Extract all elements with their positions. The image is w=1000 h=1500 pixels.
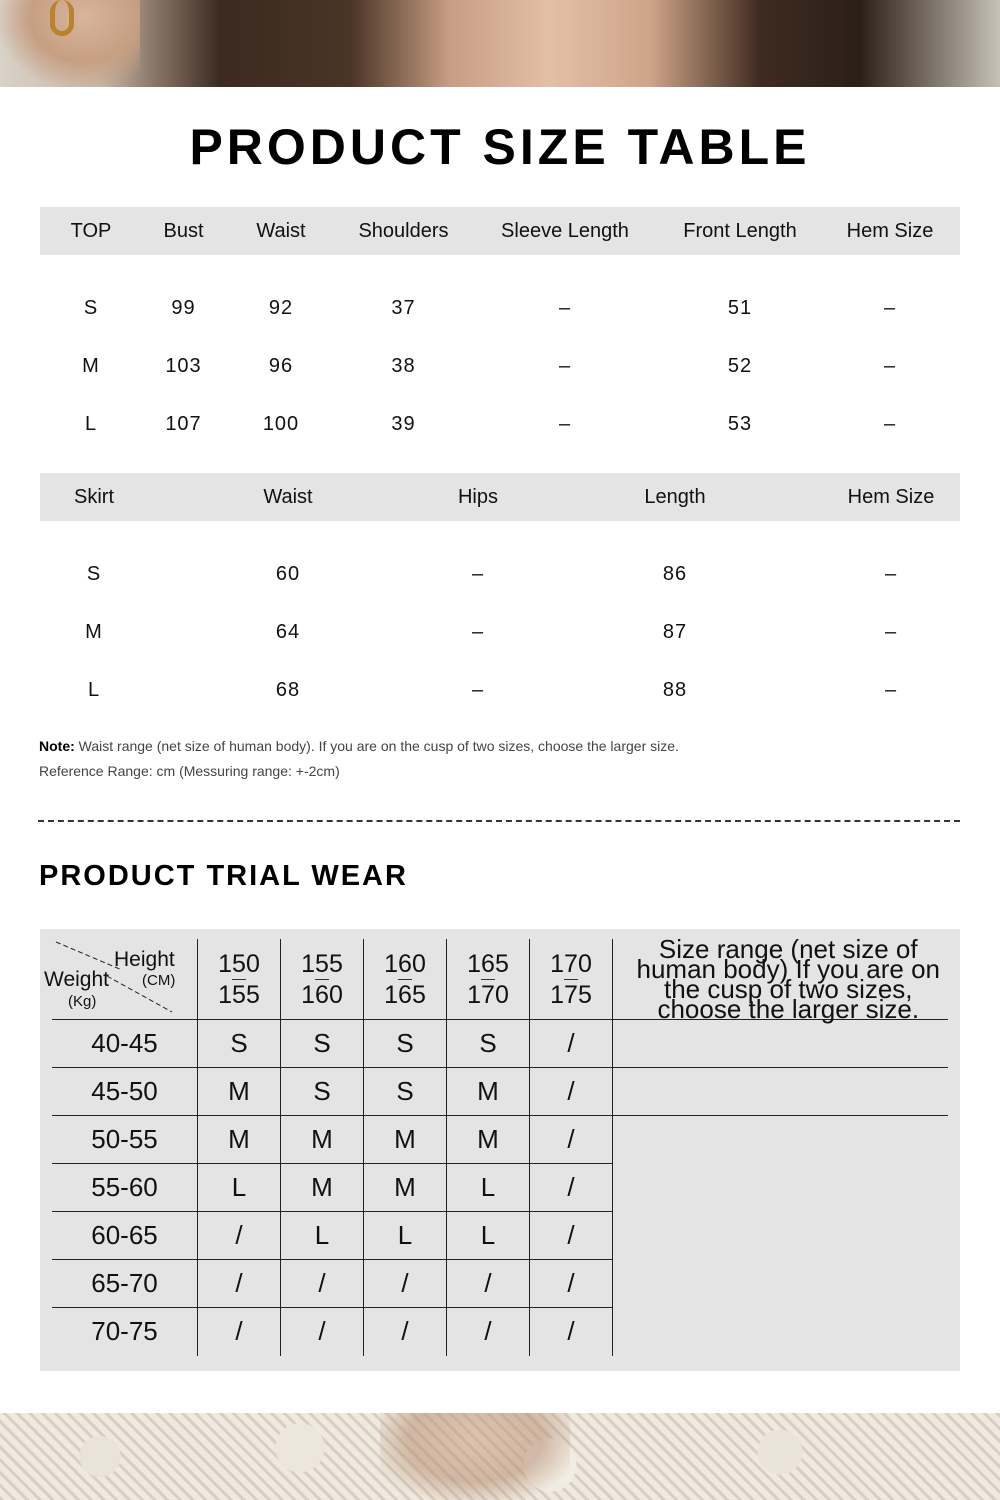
table-cell: – [558,412,572,435]
size-cell: / [530,1308,613,1356]
size-cell: / [281,1260,364,1308]
trial-wear-title: PRODUCT TRIAL WEAR [39,860,408,892]
table-cell: 103 [165,354,202,377]
note-text: Waist range (net size of human body). If you are on the cusp of two sizes, choose the larger size. [74,738,679,754]
top-header-waist: Waist [225,207,337,255]
weight-range: 55-60 [52,1164,198,1212]
skirt-header-hips: Hips [428,473,528,521]
weight-range: 70-75 [52,1308,198,1356]
reference-range-note: Reference Range: cm (Messuring range: +-2cm) [39,763,340,779]
table-cell: 87 [662,620,688,643]
ring-photo-detail [50,0,74,36]
table-cell: – [883,412,897,435]
table-cell: 52 [727,354,753,377]
table-cell: – [558,296,572,319]
size-cell: S [198,1020,281,1068]
table-row [40,545,960,603]
size-cell: / [198,1260,281,1308]
weight-range: 45-50 [52,1068,198,1116]
table-cell: – [884,678,898,701]
size-cell: / [530,1068,613,1116]
table-cell: – [471,678,485,701]
size-note [39,738,679,754]
table-row [52,1260,948,1308]
size-cell: / [530,1212,613,1260]
table-cell: 100 [262,412,300,435]
size-cell: / [281,1308,364,1356]
table-cell: 88 [662,678,688,701]
table-cell: – [883,296,897,319]
height-range-header: 150 155 [198,939,281,1020]
size-cell: / [530,1116,613,1164]
size-cell: S [447,1020,530,1068]
size-cell: M [281,1116,364,1164]
height-label: Height [114,948,175,971]
size-cell: / [447,1308,530,1356]
table-row [52,1020,948,1068]
skirt-header-hem-size: Hem Size [822,473,960,521]
table-cell: 99 [171,296,196,319]
weight-range: 50-55 [52,1116,198,1164]
table-cell: 37 [391,296,416,319]
size-cell: L [447,1164,530,1212]
height-range-header: 160 165 [364,939,447,1020]
size-cell: / [198,1308,281,1356]
size-cell: L [281,1212,364,1260]
size-cell: L [198,1164,281,1212]
top-header-hem-size: Hem Size [820,207,960,255]
table-row [52,1068,948,1116]
weight-range: 65-70 [52,1260,198,1308]
size-cell: M [198,1068,281,1116]
height-range-header: 165 170 [447,939,530,1020]
top-header-top: TOP [40,207,142,255]
size-cell: / [364,1308,447,1356]
height-unit: (CM) [142,972,176,989]
skirt-header-waist: Waist [148,473,428,521]
size-cell: / [530,1260,613,1308]
table-cell: L [87,678,101,701]
table-cell: 68 [275,678,301,701]
table-cell: 38 [391,354,416,377]
table-row [40,661,960,719]
table-cell: – [558,354,572,377]
table-row [52,1164,948,1212]
size-cell: / [530,1020,613,1068]
table-cell: M [82,354,100,377]
skirt-size-table [40,473,960,719]
table-cell: 86 [662,562,688,585]
table-row [52,1308,948,1356]
table-row [40,603,960,661]
weight-range: 60-65 [52,1212,198,1260]
table-row [40,395,960,453]
size-cell: / [530,1164,613,1212]
top-header-bust: Bust [142,207,225,255]
table-cell: S [83,296,99,319]
size-cell: L [364,1212,447,1260]
weight-unit: (Kg) [68,993,97,1010]
size-cell: / [364,1260,447,1308]
table-cell: 92 [268,296,294,319]
size-cell: M [364,1164,447,1212]
table-cell: 60 [275,562,301,585]
table-cell: 51 [727,296,753,319]
weight-range: 40-45 [52,1020,198,1068]
table-cell: – [884,562,898,585]
table-cell: L [84,412,98,435]
top-header-front-length: Front Length [660,207,820,255]
table-cell: 39 [391,412,416,435]
table-cell: S [86,562,102,585]
table-cell: – [471,620,485,643]
skirt-header-length: Length [528,473,822,521]
table-row [40,279,960,337]
size-cell: M [281,1164,364,1212]
weight-label: Weight [44,968,109,991]
note-label: Note: [39,738,75,754]
table-cell: 53 [727,412,753,435]
height-range-header: 170 175 [530,939,613,1020]
table-cell: – [884,620,898,643]
size-range-note: Size range (net size of human body) If you are on the cusp of two sizes, choose the larger size. [613,939,948,1020]
table-row [52,1212,948,1260]
page-title: PRODUCT SIZE TABLE [189,119,811,175]
top-size-table [40,207,960,453]
size-cell: M [447,1116,530,1164]
table-row [52,1116,948,1164]
table-cell: 96 [268,354,294,377]
table-cell: – [883,354,897,377]
size-cell: S [364,1068,447,1116]
size-cell: / [198,1212,281,1260]
size-cell: S [281,1068,364,1116]
skirt-header-skirt: Skirt [40,473,148,521]
table-cell: – [471,562,485,585]
table-cell: 107 [165,412,202,435]
height-range-header: 155 160 [281,939,364,1020]
table-cell: M [85,620,103,643]
size-cell: M [447,1068,530,1116]
table-cell: 64 [275,620,301,643]
size-cell: S [364,1020,447,1068]
size-cell: L [447,1212,530,1260]
size-cell: M [364,1116,447,1164]
lace-fabric-photo [0,1413,1000,1500]
size-cell: M [198,1116,281,1164]
corner-header [44,939,198,1020]
size-cell: / [447,1260,530,1308]
top-header-shoulders: Shoulders [337,207,470,255]
model-photo-top [0,0,1000,87]
dashed-divider [38,820,960,822]
table-row [40,337,960,395]
top-header-sleeve-length: Sleeve Length [470,207,660,255]
trial-wear-table [44,934,948,1356]
size-cell: S [281,1020,364,1068]
fabric-photo-detail [380,1413,570,1500]
